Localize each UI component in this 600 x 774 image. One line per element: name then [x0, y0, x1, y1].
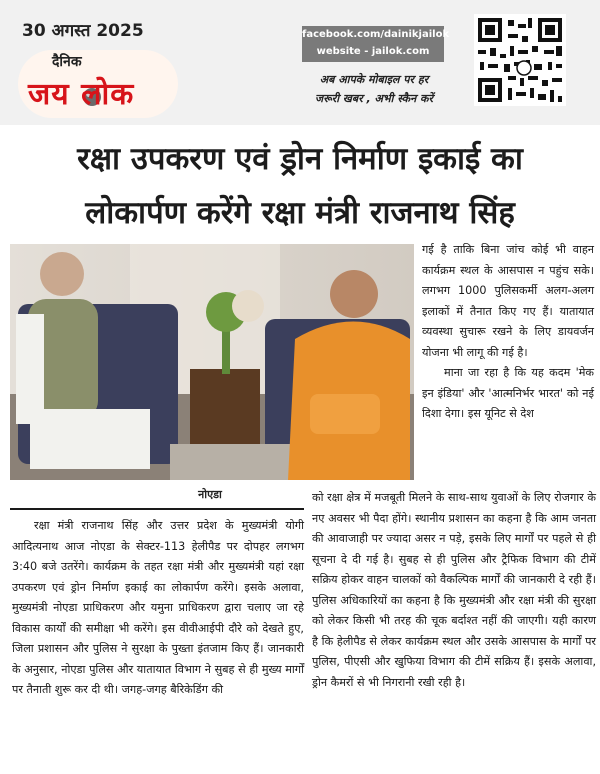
qr-code-icon[interactable]	[474, 14, 566, 106]
scan-tagline	[282, 70, 466, 108]
tagline-line-2: जरूरी खबर , अभी स्कैन करें	[315, 92, 433, 105]
logo-subtitle: दैनिक	[52, 54, 82, 70]
article-right-column	[422, 240, 594, 425]
article-bottom-right: को रक्षा क्षेत्र में मजबूती मिलने के साथ-साथ युवाओं के लिए रोजगार के नए अवसर भी पैदा होंगे। स्थानीय प्रशासन का कहना है कि आम जनता की आवाजाही पर ज्यादा असर न पड़े, इसके लिए मार्गों पर पहले से ही सूचना दे दी गई है। सुबह से ही पुलिस और ट्रैफिक विभाग की टीमें सक्रिय होकर वाहन चालकों को वैकल्पिक मार्गों की जानकारी दे रही हैं। पुलिस अधिकारियों का कहना है कि मुख्यमंत्री और रक्षा मंत्री की सुरक्षा को लेकर किसी भी तरह की चूक बर्दाश्त नहीं की जाएगी। यही कारण है कि हेलीपैड से लेकर कार्यक्रम स्थल और उसके आसपास के मार्गों पर पुलिस, पीएसी और खुफिया विभाग की टीमें सक्रिय हैं। इसके अलावा, ड्रोन कैमरों से भी निगरानी रखी रही है।	[312, 491, 596, 689]
publication-date: 30 अगस्त 2025	[22, 21, 144, 41]
article-paragraph: गई है ताकि बिना जांच कोई भी वाहन कार्यक्रम स्थल के आसपास न पहुंच सके। लगभग 1000 पुलिसकर्मी अलग-अलग इलाकों में तैनात किए गए हैं। यातायात व्यवस्था सुचारू रखने के लिए डायवर्जन योजना भी लागू की गई है।	[422, 243, 594, 359]
photo-caption: नोएडा	[198, 488, 222, 501]
article-left-column: रक्षा मंत्री राजनाथ सिंह और उत्तर प्रदेश के मुख्यमंत्री योगी आदित्यनाथ आज नोएडा के सेक्टर-113 हेलीपैड पर दोपहर लगभग 3:40 बजे उतरेंगे। कार्यक्रम के तहत रक्षा मंत्री और मुख्यमंत्री यहां रक्षा उपकरण एवं ड्रोन निर्माण इकाई का लोकार्पण करेंगे। इसके अलावा, मुख्यमंत्री नोएडा प्राधिकरण और यमुना प्राधिकरण द्वारा चलाए जा रहे विकास कार्यों की समीक्षा भी करेंगे। इस वीवीआईपी दौरे को देखते हुए, जिला प्रशासन और पुलिस ने सुरक्षा के पुख्ता इंतजाम किए हैं। जानकारी के अनुसार, नोएडा पुलिस और यातायात विभाग ने सुबह से ही मुख्य मार्गों पर तैनाती शुरू कर दी थी। जगह-जगह बैरिकेडिंग की	[12, 519, 304, 696]
social-links-box	[302, 26, 450, 62]
logo-title: जय लोक	[28, 77, 135, 112]
column-divider	[10, 508, 304, 510]
headline-line-2: लोकार्पण करेंगे रक्षा मंत्री राजनाथ सिंह	[85, 195, 515, 231]
website-link[interactable]: website - jailok.com	[316, 46, 430, 57]
masthead	[0, 0, 600, 125]
headline-line-1: रक्षा उपकरण एवं ड्रोन निर्माण इकाई का	[77, 141, 523, 177]
article-paragraph: माना जा रहा है कि यह कदम 'मेक इन इंडिया' और 'आत्मनिर्भर भारत' को नई दिशा देगा। इस यूनिट से देश	[422, 366, 594, 420]
facebook-link[interactable]: facebook.com/dainikjailok	[302, 29, 450, 40]
news-photo	[10, 244, 414, 480]
tagline-line-1: अब आपके मोबाइल पर हर	[319, 73, 429, 86]
headline	[0, 132, 600, 240]
